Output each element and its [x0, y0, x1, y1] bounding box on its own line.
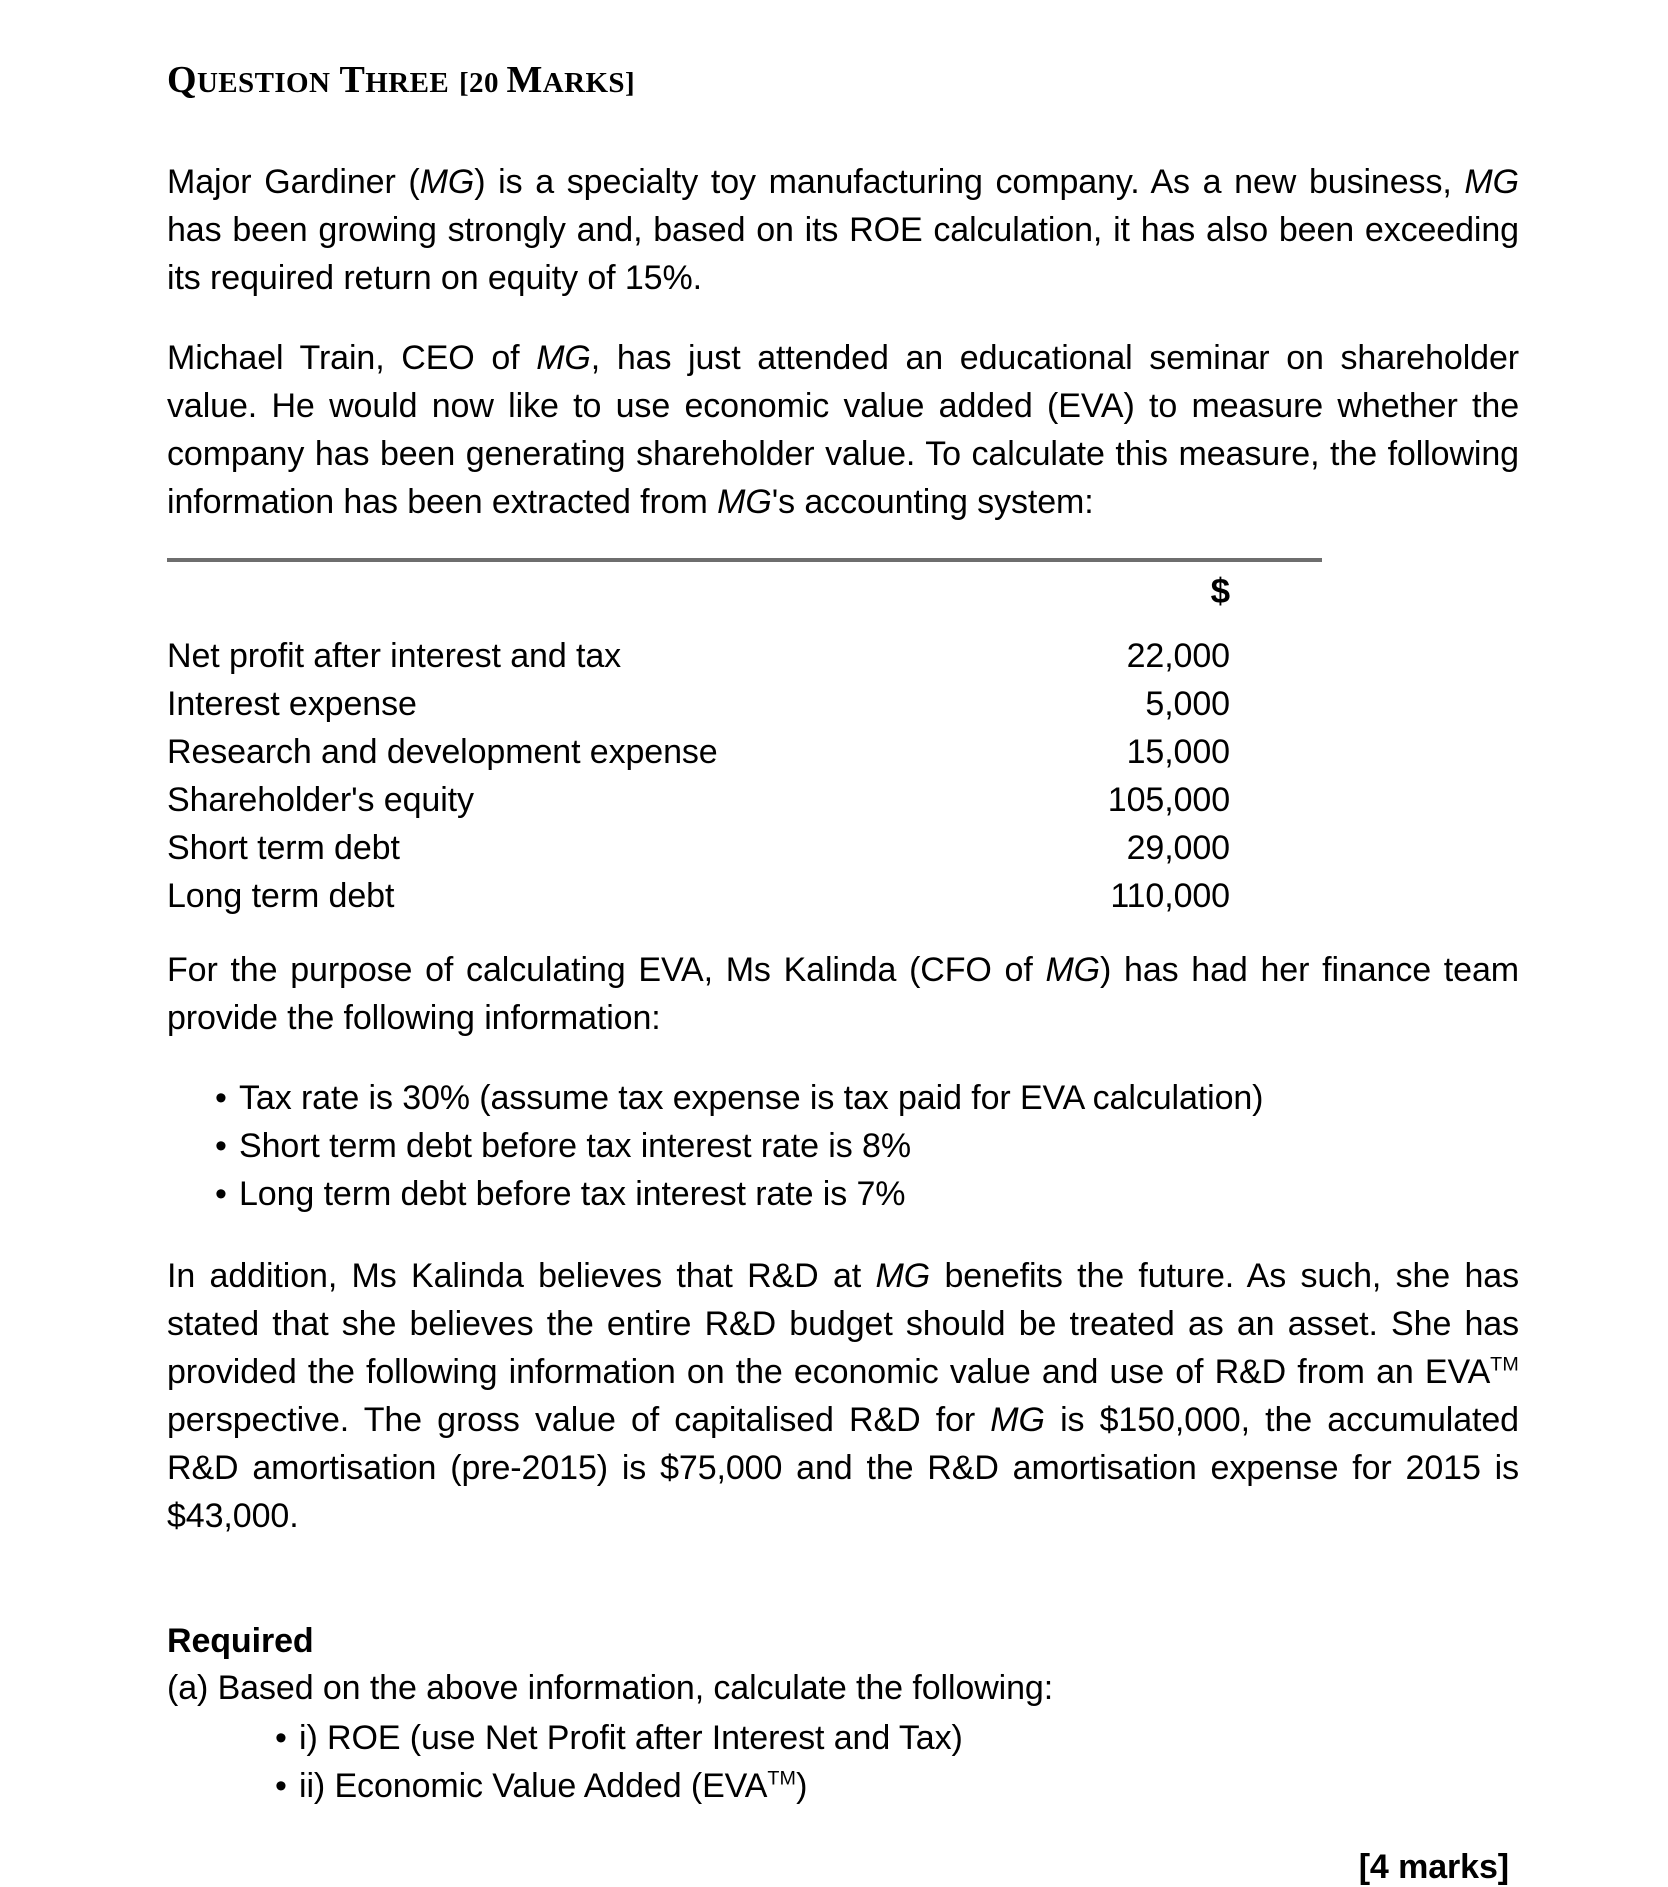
- ceo-paragraph: [167, 334, 1519, 526]
- table-row: [167, 728, 1322, 776]
- financial-data-table: [167, 558, 1519, 920]
- title-bracket-close: ]: [624, 67, 636, 99]
- row-amount: 105,000: [1107, 780, 1230, 819]
- p4-company-abbr-2: MG: [990, 1400, 1045, 1439]
- row-label: Short term debt: [167, 828, 400, 867]
- required-heading: Required: [167, 1621, 314, 1660]
- table-row: [167, 872, 1322, 920]
- p4-text-d: is $150,000, the accumulated R&D amortisation (pre-2015) is $75,000 and the R&D amortisation expense for 2015 is $43,000.: [167, 1400, 1519, 1535]
- p4-text-b: benefits the future. As such, she has stated that she believes the entire R&D budget should be treated as an asset. She has provided the following information on the economic value and use of R&D from an EVA: [167, 1256, 1520, 1391]
- title-m-cap: M: [506, 59, 543, 101]
- list-item: [275, 1762, 1519, 1810]
- p4-text-c: perspective. The gross value of capitalised R&D for: [167, 1400, 991, 1439]
- row-amount: 15,000: [1126, 732, 1230, 771]
- required-part-a: (a) Based on the above information, calculate the following:: [167, 1668, 1054, 1707]
- table-row: [167, 632, 1322, 680]
- spacer-before-required: [167, 1572, 1519, 1618]
- p3-text-a: For the purpose of calculating EVA, Ms Kalinda (CFO of: [167, 950, 1046, 989]
- title-t-cap: T: [339, 59, 366, 101]
- trademark-superscript: TM: [1490, 1353, 1519, 1376]
- row-amount: 22,000: [1126, 636, 1230, 675]
- title-q-rest: UESTION: [196, 67, 331, 99]
- required-item-ii-close: ): [796, 1766, 808, 1805]
- header-blank-cell: [167, 568, 957, 632]
- title-t-rest: HREE: [365, 67, 450, 99]
- intro-paragraph: [167, 158, 1519, 302]
- p2-company-abbr-2: MG: [717, 482, 772, 521]
- marks-allocation: [4 marks]: [1358, 1847, 1509, 1886]
- row-label: Research and development expense: [167, 732, 718, 771]
- p1-text-b: ) is a specialty toy manufacturing company. As a new business,: [474, 162, 1465, 201]
- rnd-paragraph: [167, 1252, 1519, 1540]
- p4-text-a: In addition, Ms Kalinda believes that R&D at: [167, 1256, 876, 1295]
- list-item: • Short term debt before tax interest rate is 8%: [215, 1122, 1519, 1170]
- p4-company-abbr-1: MG: [875, 1256, 931, 1295]
- financial-figures: [167, 568, 1322, 920]
- required-item-ii-text: ii) Economic Value Added (EVA: [299, 1766, 768, 1805]
- page-title: [167, 58, 1519, 104]
- p1-text-c: has been growing strongly and, based on its ROE calculation, it has also been exceeding its required return on equity of 15%.: [167, 210, 1519, 297]
- financial-table-body: [167, 568, 1322, 920]
- table-row: [167, 680, 1322, 728]
- table-header-row: [167, 568, 1322, 632]
- p2-text-a: Michael Train, CEO of: [167, 338, 537, 377]
- table-row: [167, 776, 1322, 824]
- row-label: Interest expense: [167, 684, 417, 723]
- title-bracket-open: [20: [458, 67, 507, 99]
- p1-text-a: Major Gardiner (: [167, 162, 420, 201]
- p1-company-abbr-1: MG: [419, 162, 475, 201]
- row-amount: 29,000: [1126, 828, 1230, 867]
- spacer-after-bullets: [167, 1218, 1519, 1252]
- p3-text-b: ) has had her finance team provide the following information:: [167, 950, 1519, 1037]
- title-q-cap: Q: [167, 59, 197, 101]
- required-items-list: [275, 1714, 1519, 1810]
- p2-company-abbr-1: MG: [536, 338, 591, 377]
- row-amount: 5,000: [1145, 684, 1230, 723]
- title-marks-rest: ARKS: [542, 67, 625, 99]
- p3-company-abbr: MG: [1045, 950, 1101, 989]
- cfo-paragraph: [167, 946, 1519, 1042]
- list-item: • Long term debt before tax interest rate is 7%: [215, 1170, 1519, 1218]
- p1-company-abbr-2: MG: [1464, 162, 1519, 201]
- row-amount: 110,000: [1110, 876, 1230, 915]
- p2-text-b: , has just attended an educational seminar on shareholder value. He would now like to use economic value added (EVA) to measure whether the company has been generating shareholder value. To calculate this measure, the following information has been extracted from: [167, 338, 1519, 521]
- row-label: Long term debt: [167, 876, 395, 915]
- table-top-rule: [167, 558, 1322, 562]
- p2-text-c: 's accounting system:: [771, 482, 1094, 521]
- page-content: [149, 58, 1519, 1887]
- row-label: Net profit after interest and tax: [167, 636, 622, 675]
- assumption-bullet-list: [215, 1074, 1519, 1218]
- trademark-superscript: TM: [767, 1767, 797, 1790]
- list-item: • Tax rate is 30% (assume tax expense is tax paid for EVA calculation): [215, 1074, 1519, 1122]
- row-label: Shareholder's equity: [167, 780, 474, 819]
- table-row: [167, 824, 1322, 872]
- list-item: • i) ROE (use Net Profit after Interest and Tax): [275, 1714, 1519, 1762]
- currency-header: $: [1210, 571, 1230, 611]
